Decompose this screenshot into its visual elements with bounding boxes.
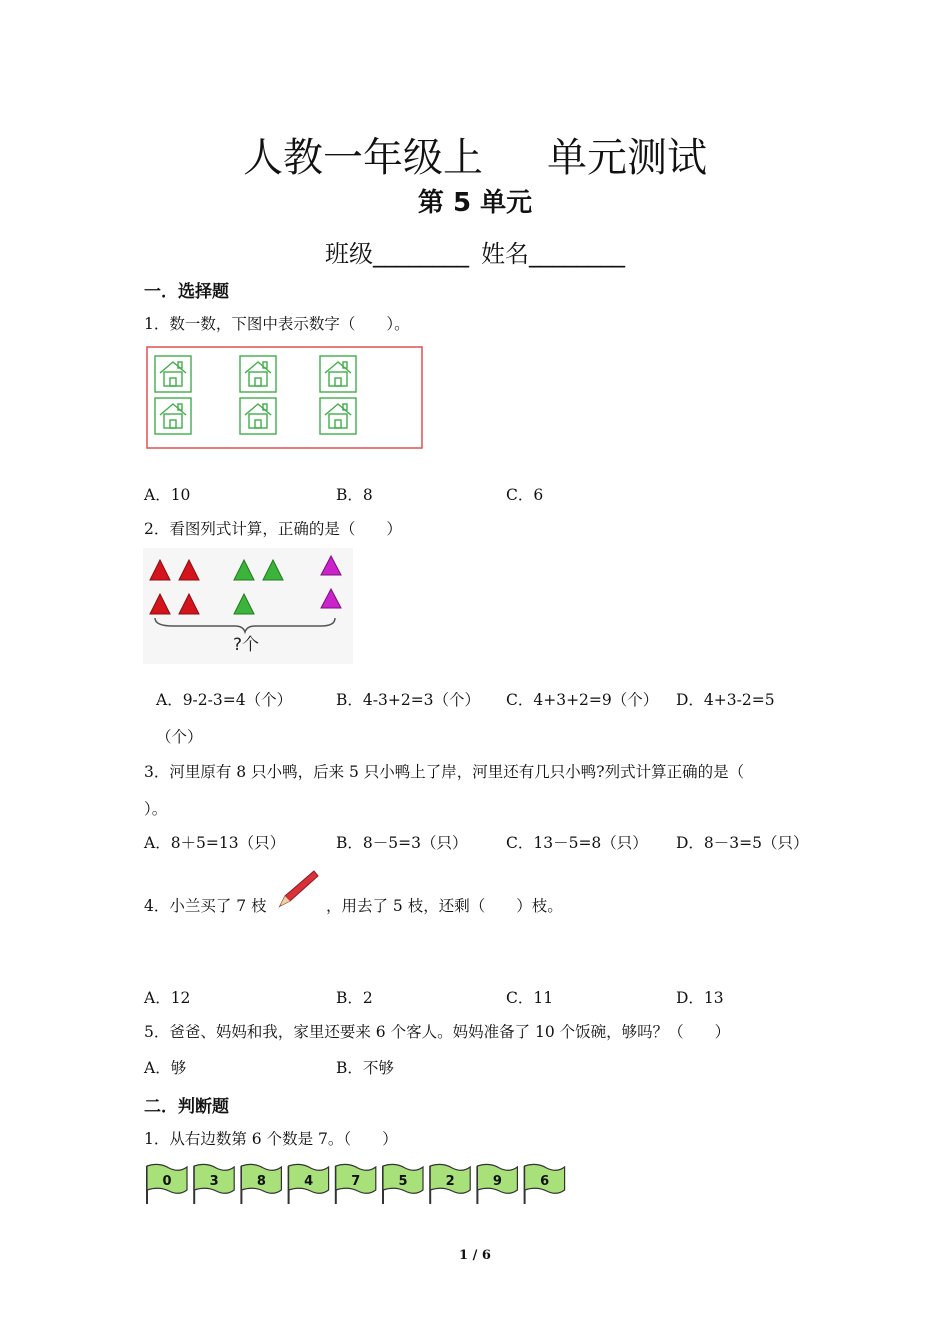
- q2-option-a[interactable]: A．9-2-3=4（个）: [156, 691, 293, 709]
- judge-question-1-text: 1．从右边数第 6 个数是 7。（ ）: [144, 1130, 398, 1148]
- q1-option-c[interactable]: C．6: [506, 486, 544, 504]
- question-2-text: 2．看图列式计算，正确的是（ ）: [144, 520, 402, 538]
- flag-digit: 3: [209, 1174, 219, 1189]
- unit-subtitle: 第 5 单元: [417, 188, 533, 218]
- q2-option-c[interactable]: C．4+3+2=9（个）: [506, 691, 659, 709]
- flag: [477, 1164, 517, 1204]
- q3-option-d[interactable]: D．8－3=5（只）: [676, 834, 809, 852]
- q3-option-c[interactable]: C．13－5=8（只）: [506, 834, 648, 852]
- question-1-text: 1．数一数，下图中表示数字（ ）。: [144, 315, 410, 333]
- flag: [194, 1164, 234, 1204]
- pencil-icon: [274, 868, 320, 910]
- flag-digit: 8: [256, 1174, 266, 1189]
- flag-row: [147, 1164, 565, 1204]
- q5-option-b[interactable]: B．不够: [336, 1059, 394, 1077]
- q3-option-a[interactable]: A．8＋5=13（只）: [144, 834, 286, 852]
- title-right: 单元测试: [547, 135, 707, 181]
- house-icons: [155, 356, 356, 434]
- class-field[interactable]: 班级________: [325, 240, 469, 268]
- house-icon: [240, 398, 276, 434]
- house-icon: [155, 356, 191, 392]
- house-icon: [320, 356, 356, 392]
- flag: [430, 1164, 470, 1204]
- flag: [289, 1164, 329, 1204]
- flag-digit: 5: [398, 1174, 408, 1189]
- question-4-text-after: ，用去了 5 枝，还剩（ ）枝。: [326, 897, 563, 915]
- question-5-text: 5．爸爸、妈妈和我，家里还要来 6 个客人。妈妈准备了 10 个饭碗，够吗？（ ）: [144, 1023, 731, 1041]
- flags-figure: [143, 1160, 569, 1206]
- q1-option-a[interactable]: A．10: [144, 486, 191, 504]
- house-icon: [320, 398, 356, 434]
- flag: [241, 1164, 281, 1204]
- figure-caption: ?个: [233, 635, 260, 655]
- q2-option-d[interactable]: D．4+3-2=5: [676, 691, 775, 709]
- name-field[interactable]: 姓名________: [481, 240, 625, 268]
- flag: [383, 1164, 423, 1204]
- houses-figure: [146, 346, 424, 450]
- section-heading-judge: 二．判断题: [144, 1097, 229, 1117]
- flag-digit: 4: [304, 1174, 314, 1189]
- triangles-figure: [143, 548, 353, 664]
- q2-option-d-wrap: （个）: [156, 728, 203, 746]
- q4-option-c[interactable]: C．11: [506, 989, 554, 1007]
- q4-option-d[interactable]: D．13: [676, 989, 724, 1007]
- question-3-text: 3．河里原有 8 只小鸭，后来 5 只小鸭上了岸，河里还有几只小鸭?列式计算正确的是（: [144, 763, 745, 781]
- q1-option-b[interactable]: B．8: [336, 486, 373, 504]
- flag: [525, 1164, 565, 1204]
- q5-option-a[interactable]: A．够: [144, 1059, 187, 1077]
- q2-option-b[interactable]: B．4-3+2=3（个）: [336, 691, 481, 709]
- page-title: [0, 126, 950, 183]
- flag-digit: 7: [351, 1174, 361, 1189]
- flag-digit: 2: [445, 1174, 455, 1189]
- question-4-text-before: 4．小兰买了 7 枝: [144, 897, 267, 915]
- question-3-text-cont: ）。: [144, 800, 168, 818]
- page-number: 1 / 6: [459, 1248, 491, 1263]
- flag: [147, 1164, 187, 1204]
- q4-option-a[interactable]: A．12: [144, 989, 191, 1007]
- house-icon: [240, 356, 276, 392]
- flag-digit: 0: [162, 1174, 172, 1189]
- q3-option-b[interactable]: B．8－5=3（只）: [336, 834, 468, 852]
- class-name-line: [0, 234, 950, 269]
- q4-option-b[interactable]: B．2: [336, 989, 373, 1007]
- house-icon: [155, 398, 191, 434]
- flag: [336, 1164, 376, 1204]
- section-heading-choice: 一．选择题: [144, 282, 229, 302]
- flag-digit: 9: [492, 1174, 502, 1189]
- title-left: 人教一年级上: [243, 135, 483, 181]
- flag-digit: 6: [540, 1174, 550, 1189]
